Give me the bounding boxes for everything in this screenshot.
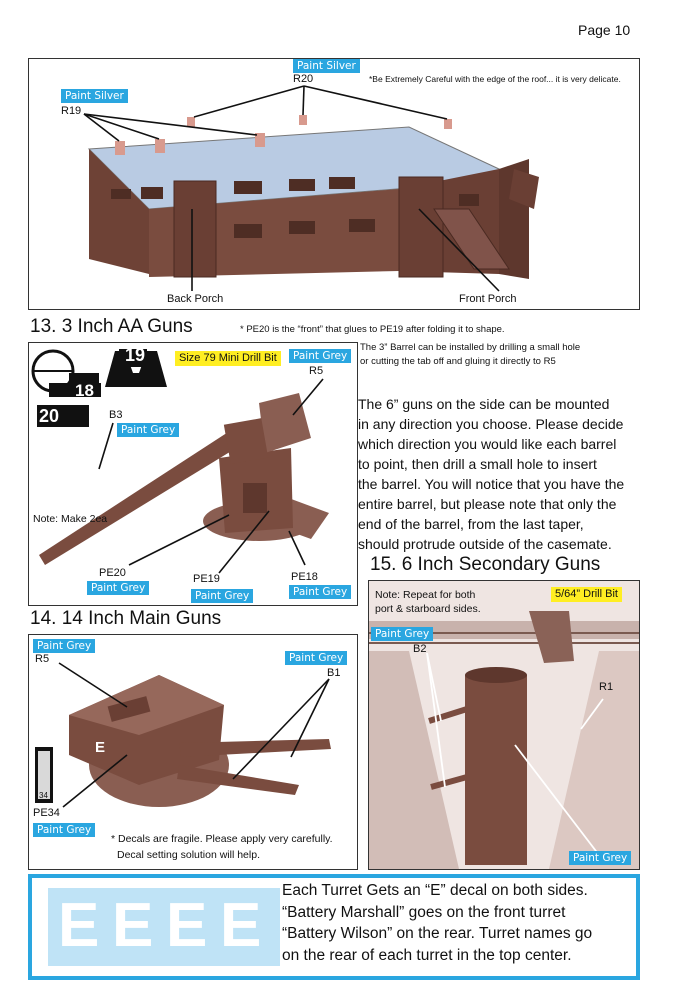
secondary-guns-panel — [368, 580, 640, 870]
part-18-badge: 18 — [75, 381, 94, 400]
six-inch-line-5: the barrel. You will notice that you have the — [358, 476, 625, 492]
decal-letter-3: E — [166, 891, 208, 960]
label-b2: B2 — [413, 643, 427, 655]
paint-silver-tag-r20: Paint Silver — [293, 59, 360, 73]
repeat-note-line-2: port & starboard sides. — [375, 603, 481, 615]
paint-silver-tag-r19: Paint Silver — [61, 89, 128, 103]
label-pe20: PE20 — [99, 567, 126, 579]
section-13-heading: 13. 3 Inch AA Guns — [30, 316, 193, 337]
turret-letter-e: E — [95, 739, 106, 756]
barrel-note-line-2: or cutting the tab off and gluing it directly to R5 — [360, 356, 556, 367]
secondary-gun-illustration — [369, 581, 639, 869]
make-two-note: Note: Make 2ea — [33, 513, 108, 525]
part-20-badge: 20 — [39, 406, 60, 426]
drill-bit-tag-secondary: 5/64” Drill Bit — [551, 587, 622, 602]
decal-line-4: on the rear of each turret in the top center. — [282, 946, 572, 964]
label-r5-main: R5 — [35, 653, 50, 665]
main-guns-panel — [28, 634, 358, 870]
repeat-note-line-1: Note: Repeat for both — [375, 589, 476, 601]
paint-grey-tag-pe18: Paint Grey — [289, 585, 351, 599]
six-inch-line-4: to point, then drill a small hole to insert — [358, 456, 597, 472]
decal-letter-4: E — [220, 891, 262, 960]
decal-sheet — [48, 888, 280, 966]
label-b3: B3 — [109, 409, 123, 421]
drill-bit-tag: Size 79 Mini Drill Bit — [175, 351, 281, 366]
part-19-badge: 19 — [125, 345, 146, 365]
label-r1: R1 — [599, 681, 614, 693]
decal-letter-1: E — [58, 891, 100, 960]
label-r19: R19 — [61, 105, 82, 117]
paint-grey-tag-b2: Paint Grey — [371, 627, 433, 641]
paint-grey-tag-pe34: Paint Grey — [33, 823, 95, 837]
decal-letter-2: E — [112, 891, 154, 960]
paint-grey-tag-pe20: Paint Grey — [87, 581, 149, 595]
paint-grey-tag-r1: Paint Grey — [569, 851, 631, 865]
label-r20: R20 — [293, 73, 314, 85]
paint-grey-tag-r5-main: Paint Grey — [33, 639, 95, 653]
decal-34-label: 34 — [39, 791, 48, 800]
six-inch-line-7: end of the barrel, from the last taper, — [358, 516, 584, 532]
decal-info-box — [28, 874, 640, 980]
paint-grey-tag-b1: Paint Grey — [285, 651, 347, 665]
six-inch-line-8: should protrude outside of the casemate. — [358, 536, 612, 552]
paint-grey-tag-pe19: Paint Grey — [191, 589, 253, 603]
decal-text — [282, 880, 592, 966]
paint-grey-tag-b3: Paint Grey — [117, 423, 179, 437]
six-inch-line-6: entire barrel, but please note that only the — [358, 496, 617, 512]
casemate-panel — [28, 58, 640, 310]
section-15-heading: 15. 6 Inch Secondary Guns — [370, 554, 601, 575]
aa-guns-panel — [28, 342, 358, 606]
paint-grey-tag-r5: Paint Grey — [289, 349, 351, 363]
six-inch-line-1: The 6” guns on the side can be mounted — [358, 396, 610, 412]
section-14-heading: 14. 14 Inch Main Guns — [30, 608, 222, 629]
page-number: Page 10 — [578, 22, 631, 38]
decal-line-2: “Battery Marshall” goes on the front turret — [282, 903, 566, 921]
label-back-porch: Back Porch — [167, 293, 224, 305]
decal-line-1: Each Turret Gets an “E” decal on both sides. — [282, 882, 588, 899]
barrel-note-line-1: The 3” Barrel can be installed by drilling a small hole — [360, 342, 581, 353]
label-pe34: PE34 — [33, 807, 60, 819]
six-inch-line-3: which direction you would like each barrel — [358, 436, 617, 452]
label-b1: B1 — [327, 667, 341, 679]
label-front-porch: Front Porch — [459, 293, 517, 305]
six-inch-line-2: in any direction you choose. Please decide — [358, 416, 624, 432]
six-inch-instructions — [358, 394, 648, 554]
label-pe19: PE19 — [193, 573, 220, 585]
decal-note-line-2: Decal setting solution will help. — [117, 849, 260, 861]
decal-note-line-1: * Decals are fragile. Please apply very carefully. — [111, 833, 333, 845]
decal-line-3: “Battery Wilson” on the rear. Turret names go — [282, 925, 593, 942]
roof-note: *Be Extremely Careful with the edge of the roof... it is very delicate. — [369, 74, 621, 84]
label-r5: R5 — [309, 365, 324, 377]
pe20-note: * PE20 is the “front” that glues to PE19 after folding it to shape. — [240, 324, 505, 335]
label-pe18: PE18 — [291, 571, 318, 583]
